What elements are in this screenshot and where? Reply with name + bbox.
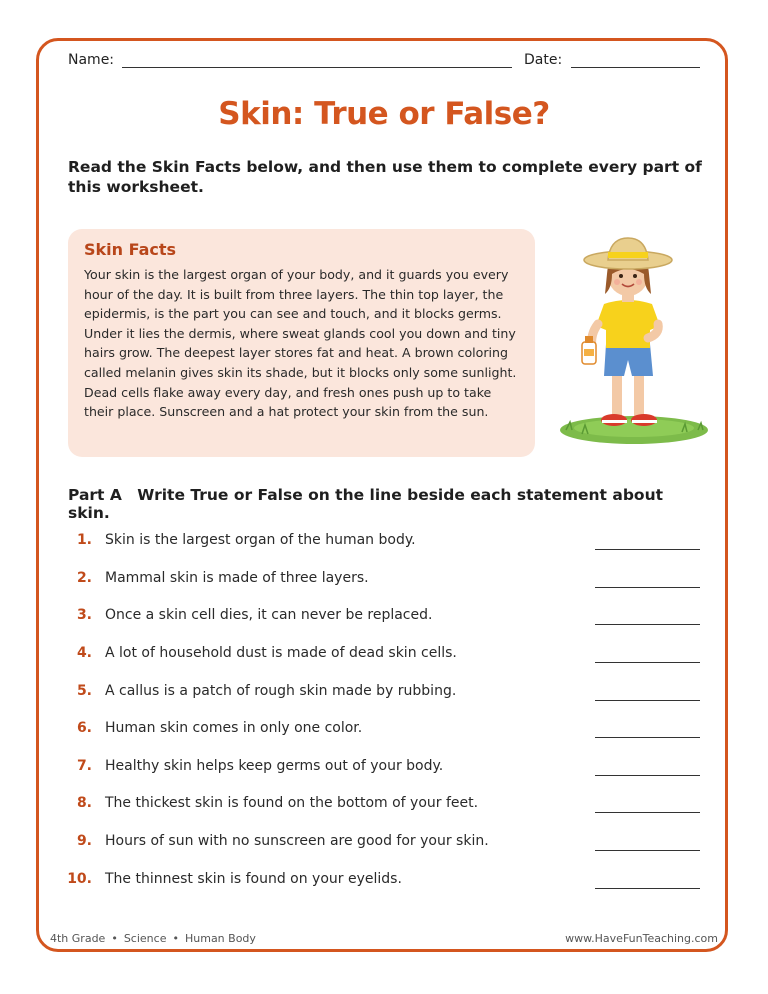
statement-item	[68, 795, 708, 815]
intro-instructions: Read the Skin Facts below, and then use them to complete every part of this worksheet.	[68, 158, 702, 196]
statement-item	[68, 758, 708, 778]
statement-item	[68, 720, 708, 740]
answer-line[interactable]	[595, 587, 700, 588]
part-a-instruction: Write True or False on the line beside each statement about skin.	[68, 486, 664, 522]
answer-line[interactable]	[595, 850, 700, 851]
part-a-heading	[68, 486, 708, 522]
statement-number: 9.	[76, 833, 92, 849]
statement-text: The thinnest skin is found on your eyelids.	[105, 871, 402, 887]
statement-item	[68, 833, 708, 853]
statement-number: 4.	[76, 645, 92, 661]
footer-tags	[50, 932, 256, 945]
statement-number: 3.	[76, 607, 92, 623]
statement-text: Hours of sun with no sunscreen are good for your skin.	[105, 833, 489, 849]
statement-text: Healthy skin helps keep germs out of your body.	[105, 758, 444, 774]
answer-line[interactable]	[595, 549, 700, 550]
statement-number: 10.	[67, 871, 92, 887]
answer-line[interactable]	[595, 737, 700, 738]
bullet-separator: •	[111, 932, 118, 945]
answer-line[interactable]	[595, 700, 700, 701]
footer-subject: Science	[123, 932, 167, 945]
skin-facts-box	[68, 229, 535, 457]
name-input-line[interactable]	[122, 67, 512, 68]
part-a-label: Part A	[68, 486, 122, 504]
statement-text: A lot of household dust is made of dead skin cells.	[105, 645, 457, 661]
name-label: Name:	[68, 52, 115, 68]
statement-text: The thickest skin is found on the bottom of your feet.	[105, 795, 479, 811]
statement-item	[68, 532, 708, 552]
statement-number: 1.	[76, 532, 92, 548]
facts-text: Your skin is the largest organ of your body, and it guards you every hour of the day. It is built from three layers. The thin top layer, the epidermis, is the part you can see and touch, and it blocks germs. Under it lies the dermis, where sweat glands cool you down and tiny hairs grow. The deepest layer stores fat and heat. A brown coloring called melanin gives skin its shade, but it blocks only some sunlight. Dead cells flake away every day, and fresh ones push up to take their place. Sunscreen and a hat protect your skin from the sun.	[84, 267, 517, 420]
bullet-separator: •	[172, 932, 179, 945]
answer-line[interactable]	[595, 775, 700, 776]
footer-grade: 4th Grade	[50, 932, 106, 945]
statement-text: Skin is the largest organ of the human body.	[105, 532, 416, 548]
statement-number: 8.	[76, 795, 92, 811]
statement-number: 2.	[76, 570, 92, 586]
header-fields	[68, 50, 700, 72]
answer-line[interactable]	[595, 624, 700, 625]
answer-line[interactable]	[595, 888, 700, 889]
footer-topic: Human Body	[184, 932, 256, 945]
answer-line[interactable]	[595, 812, 700, 813]
facts-title: Skin Facts	[84, 240, 177, 259]
girl-with-sunscreen-illustration	[552, 234, 712, 450]
statement-item	[68, 645, 708, 665]
statement-item	[68, 570, 708, 590]
statement-text: Human skin comes in only one color.	[105, 720, 363, 736]
statement-item	[68, 607, 708, 627]
statement-item	[68, 871, 708, 891]
statement-item	[68, 683, 708, 703]
statement-number: 5.	[76, 683, 92, 699]
worksheet-title: Skin: True or False?	[218, 96, 550, 132]
date-label: Date:	[524, 52, 563, 68]
date-input-line[interactable]	[571, 67, 700, 68]
statement-number: 7.	[76, 758, 92, 774]
footer-site: www.HaveFunTeaching.com	[565, 932, 718, 945]
statement-text: A callus is a patch of rough skin made by rubbing.	[105, 683, 457, 699]
statement-number: 6.	[76, 720, 92, 736]
statement-text: Once a skin cell dies, it can never be replaced.	[105, 607, 433, 623]
answer-line[interactable]	[595, 662, 700, 663]
statement-text: Mammal skin is made of three layers.	[105, 570, 369, 586]
